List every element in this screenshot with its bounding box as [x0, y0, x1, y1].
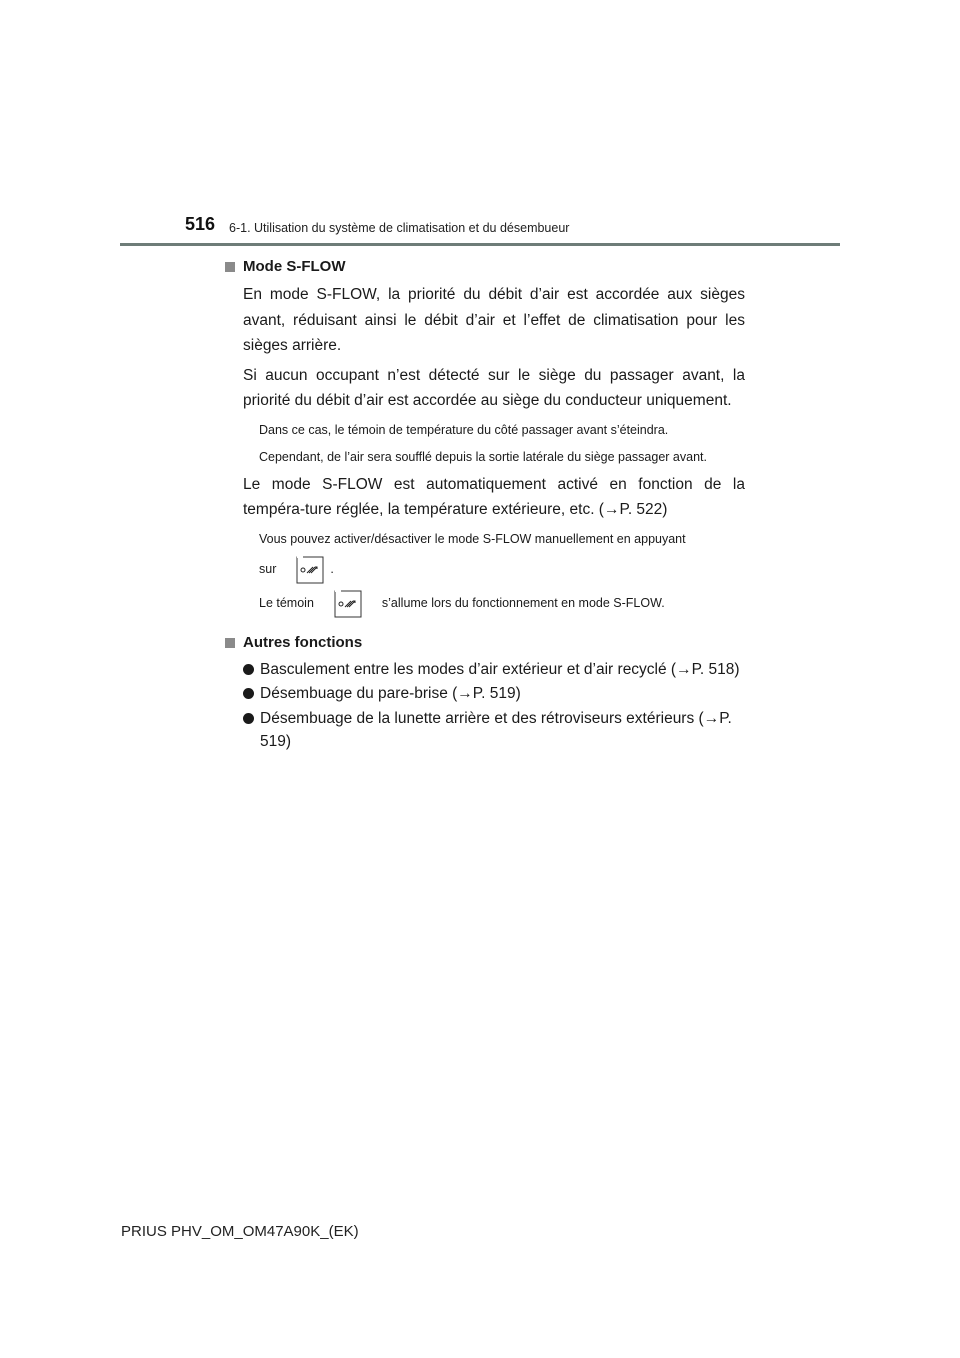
list-item [243, 682, 745, 706]
bullet-dot-icon [243, 688, 254, 699]
s-flow-indicator-icon [334, 590, 362, 618]
header-rule [120, 243, 840, 246]
note: Dans ce cas, le témoin de température du côté passager avant s’éteindra. [259, 422, 669, 437]
list-item-text: Désembuage du pare-brise (→P. 519) [260, 685, 521, 702]
paragraph: Le mode S-FLOW est automatiquement activé en fonction de la tempéra-ture réglée, la température extérieure, etc. (→P. 522) [243, 475, 745, 518]
footer-doc-code: PRIUS PHV_OM_OM47A90K_(EK) [121, 1223, 359, 1240]
page-content [225, 256, 745, 754]
square-bullet-icon [225, 638, 235, 648]
list-item [243, 707, 745, 754]
note-indicator-reference [259, 590, 745, 618]
list-item-text: Désembuage de la lunette arrière et des rétroviseurs extérieurs (→P. 519) [260, 709, 732, 750]
heading-other-functions-text: Autres fonctions [243, 633, 363, 651]
note-text: Le témoin [259, 596, 314, 610]
heading-s-flow-text: Mode S-FLOW [243, 258, 346, 275]
bullet-dot-icon [243, 664, 254, 675]
note: Vous pouvez activer/désactiver le mode S-FLOW manuellement en appuyant [259, 531, 686, 546]
list-item-text: Basculement entre les modes d’air extérieur et d’air recyclé (→P. 518) [260, 660, 740, 678]
heading-s-flow [225, 256, 745, 278]
note: Cependant, de l’air sera soufflé depuis la sortie latérale du siège passager avant. [259, 449, 707, 464]
square-bullet-icon [225, 262, 235, 272]
paragraph: En mode S-FLOW, la priorité du débit d’air est accordée aux sièges avant, réduisant ainsi le débit d’air et l’effet de climatisation pour les sièges arrière. [243, 286, 745, 354]
note-button-reference [259, 556, 745, 584]
other-functions-list [243, 658, 745, 754]
note-text: s’allume lors du fonctionnement en mode S-FLOW. [381, 596, 665, 610]
heading-other-functions [225, 632, 745, 654]
section-title: 6-1. Utilisation du système de climatisation et du désembueur [229, 221, 570, 235]
bullet-dot-icon [243, 713, 254, 724]
page-number: 516 [185, 214, 216, 234]
list-item [243, 658, 745, 682]
paragraph: Si aucun occupant n’est détecté sur le siège du passager avant, la priorité du débit d’air est accordée au siège du conducteur uniquement. [243, 366, 745, 409]
s-flow-button-icon [296, 556, 324, 584]
note-text: sur [259, 562, 277, 576]
note-text: . [330, 562, 334, 576]
